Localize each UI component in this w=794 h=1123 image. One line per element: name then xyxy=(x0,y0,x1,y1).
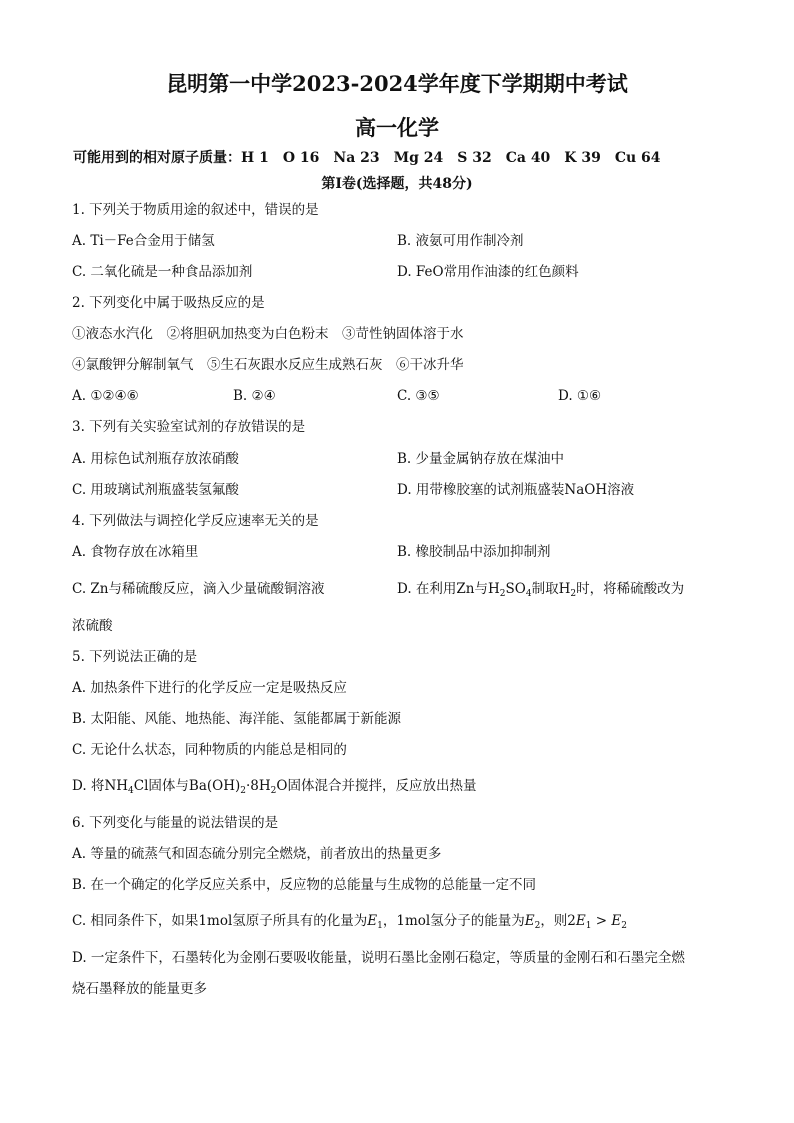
q3-option-b: B. 少量金属钠存放在煤油中 xyxy=(397,451,565,467)
q4-option-c: C. Zn与稀硫酸反应，滴入少量硫酸铜溶液 xyxy=(72,581,325,597)
q4-option-d: D. 在利用Zn与$H_2SO_4$制取$H_2$时，将稀硫酸改为 xyxy=(397,581,685,599)
q5-option-c: C. 无论什么状态，同种物质的内能总是相同的 xyxy=(72,742,347,758)
q3-stem: 3. 下列有关实验室试剂的存放错误的是 xyxy=(72,419,306,435)
atomic-mass-line: 可能用到的相对原子质量：H 1 O 16 Na 23 Mg 24 S 32 Ca 40 K 39 Cu 64 xyxy=(73,150,661,166)
q5-stem: 5. 下列说法正确的是 xyxy=(72,649,198,665)
q1-option-a: A. Ti－Fe合金用于储氢 xyxy=(72,233,215,249)
q5-option-b: B. 太阳能、风能、地热能、海洋能、氢能都属于新能源 xyxy=(72,711,402,727)
q1-option-b: B. 液氨可用作制冷剂 xyxy=(397,233,524,249)
q6-option-d-continued: 烧石墨释放的能量更多 xyxy=(72,981,207,997)
q2-stem: 2. 下列变化中属于吸热反应的是 xyxy=(72,295,265,311)
q4-option-d-continued: 浓硫酸 xyxy=(72,618,113,634)
q2-list-line-1: ①液态水汽化 ②将胆矾加热变为白色粉末 ③苛性钠固体溶于水 xyxy=(72,326,464,342)
subject-title: 高一化学 xyxy=(355,115,439,140)
exam-title: 昆明第一中学2023-2024学年度下学期期中考试 xyxy=(166,71,628,96)
q4-stem: 4. 下列做法与调控化学反应速率无关的是 xyxy=(72,513,319,529)
q4-option-b: B. 橡胶制品中添加抑制剂 xyxy=(397,544,551,560)
q6-option-d: D. 一定条件下，石墨转化为金刚石要吸收能量，说明石墨比金刚石稳定，等质量的金刚石和石墨完全燃 xyxy=(72,950,685,966)
q3-option-c: C. 用玻璃试剂瓶盛装氢氟酸 xyxy=(72,482,239,498)
q3-option-a: A. 用棕色试剂瓶存放浓硝酸 xyxy=(72,451,239,467)
q1-option-c: C. 二氧化硫是一种食品添加剂 xyxy=(72,264,253,280)
q6-option-a: A. 等量的硫蒸气和固态硫分别完全燃烧，前者放出的热量更多 xyxy=(72,846,442,862)
q4-option-a: A. 食物存放在冰箱里 xyxy=(72,544,199,560)
q2-option-b: B. ②④ xyxy=(233,388,276,404)
q3-option-d: D. 用带橡胶塞的试剂瓶盛装NaOH溶液 xyxy=(397,482,635,498)
q6-stem: 6. 下列变化与能量的说法错误的是 xyxy=(72,815,279,831)
q2-option-c: C. ③⑤ xyxy=(397,388,440,404)
q2-option-d: D. ①⑥ xyxy=(558,388,602,404)
q1-stem: 1. 下列关于物质用途的叙述中，错误的是 xyxy=(72,202,319,218)
q5-option-d: D. 将$NH_4Cl$固体与$Ba(OH)_2\cdot 8H_2O$固体混合并搅拌，反应放出热量 xyxy=(72,778,477,796)
q1-option-d: D. FeO常用作油漆的红色颜料 xyxy=(397,264,579,280)
q6-option-c: C. 相同条件下，如果1mol氢原子所具有的化量为$E_1$，1mol氢分子的能量为$E_2$，则$2E_1 > E_2$ xyxy=(72,913,627,931)
q6-option-b: B. 在一个确定的化学反应关系中，反应物的总能量与生成物的总能量一定不同 xyxy=(72,877,537,893)
q5-option-a: A. 加热条件下进行的化学反应一定是吸热反应 xyxy=(72,680,347,696)
q2-option-a: A. ①②④⑥ xyxy=(72,388,139,404)
section-heading: 第Ⅰ卷(选择题，共48分) xyxy=(321,176,473,192)
q2-list-line-2: ④氯酸钾分解制氧气 ⑤生石灰跟水反应生成熟石灰 ⑥干冰升华 xyxy=(72,357,464,373)
